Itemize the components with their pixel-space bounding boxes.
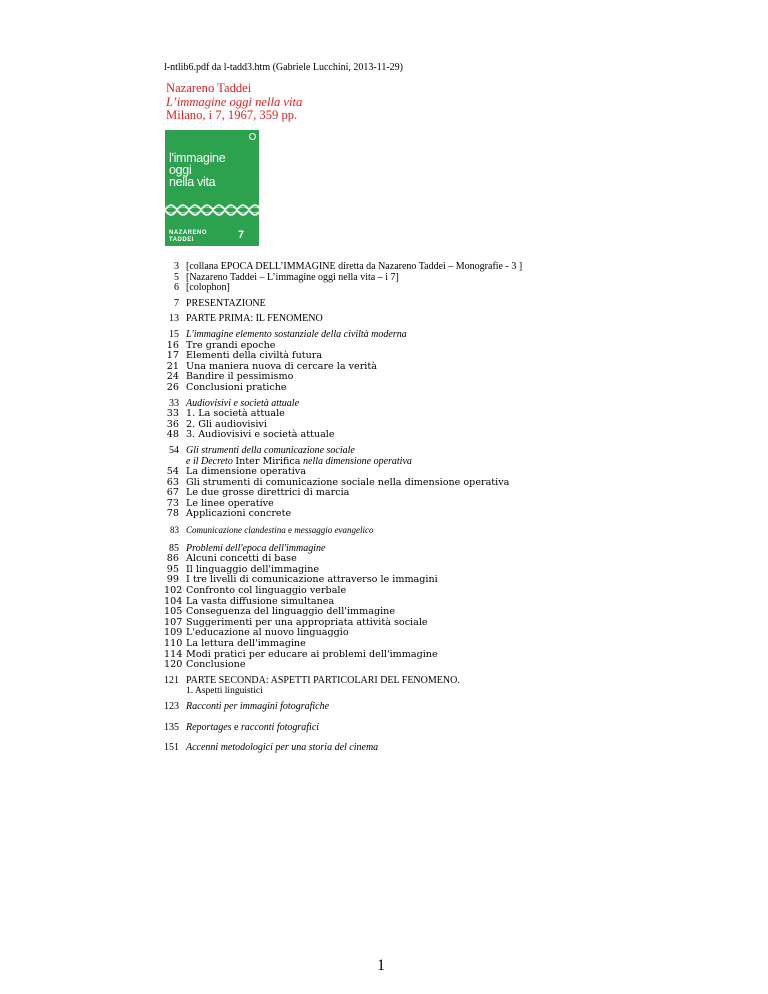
toc-row: 67 Le due grosse direttrici di marcia <box>166 487 350 499</box>
toc-section-5 <box>164 544 522 671</box>
toc-section-heading: 15 L'immagine elemento sostanziale della civiltà moderna <box>169 328 407 340</box>
toc-section-2 <box>164 399 522 441</box>
toc-row: 3 [collana EPOCA DELL’IMMAGINE diretta da Nazareno Taddei – Monografie - 3 ] <box>174 261 523 272</box>
toc-row-cont: 1. Aspetti linguistici <box>186 686 263 697</box>
toc-front-matter <box>164 262 522 294</box>
page-number: 1 <box>377 957 385 974</box>
toc-section-1 <box>164 330 522 394</box>
toc-row: 109 L'educazione al nuovo linguaggio <box>164 627 349 639</box>
toc-row: 102 Confronto col linguaggio verbale <box>164 585 347 597</box>
toc-row: 48 3. Audiovisivi e società attuale <box>166 429 335 441</box>
book-pubinfo: Milano, i 7, 1967, 359 pp. <box>166 108 298 122</box>
toc-row: 26 Conclusioni pratiche <box>166 381 287 393</box>
toc-parte-seconda <box>164 676 522 697</box>
book-author: Nazareno Taddei <box>166 81 252 95</box>
toc-row: 105 Conseguenza del linguaggio dell'immagine <box>164 606 396 618</box>
toc-section-heading: 83 Comunicazione clandestina e messaggio evangelico <box>170 525 374 536</box>
toc-row: 63 Gli strumenti di comunicazione sociale nella dimensione operativa <box>166 476 510 488</box>
book-cover-image <box>165 130 259 246</box>
cover-author: NAZARENO TADDEI <box>169 230 207 243</box>
toc-row: 107 Suggerimenti per una appropriata attività sociale <box>164 616 428 628</box>
toc-row: 99 I tre livelli di comunicazione attraverso le immagini <box>166 574 438 586</box>
toc-row: 7 PRESENTAZIONE <box>174 297 266 309</box>
toc-presentazione <box>164 299 522 310</box>
toc-section-heading: 135 Reportages e racconti fotografici <box>164 721 320 733</box>
book-title: L’immagine oggi nella vita <box>166 94 303 109</box>
toc-row: 114 Modi pratici per educare ai problemi dell'immagine <box>164 648 438 660</box>
toc-section-heading: 85 Problemi dell'epoca dell'immagine <box>169 542 326 554</box>
toc-row: 36 2. Gli audiovisivi <box>166 418 267 430</box>
table-of-contents <box>164 262 522 759</box>
cover-series-number: 7 <box>238 229 245 241</box>
toc-parte-prima <box>164 314 522 325</box>
cover-title-line1: l'immagine <box>169 151 226 165</box>
toc-section-heading: 33 Audiovisivi e società attuale <box>169 397 300 409</box>
toc-row: 95 Il linguaggio dell'immagine <box>166 563 320 575</box>
toc-row: 6 [colophon] <box>174 282 230 294</box>
toc-row: 5 [Nazareno Taddei – L’immagine oggi nella vita – i 7] <box>174 271 399 283</box>
toc-row: 54 La dimensione operativa <box>166 466 306 478</box>
toc-row: 21 Una maniera nuova di cercare la verità <box>166 360 377 372</box>
toc-section-7 <box>164 723 522 734</box>
toc-row: 121 PARTE SECONDA: ASPETTI PARTICOLARI DEL FENOMENO. <box>164 674 460 686</box>
publisher-mark-icon <box>249 133 256 140</box>
toc-section-6 <box>164 702 522 713</box>
toc-row: 120 Conclusione <box>164 659 246 671</box>
toc-row: 86 Alcuni concetti di base <box>166 553 297 565</box>
toc-section-8 <box>164 743 522 754</box>
toc-section-4 <box>164 525 522 536</box>
toc-row: 17 Elementi della civiltà futura <box>166 350 323 362</box>
cover-title-line3: nella vita <box>169 175 216 189</box>
book-title-block <box>166 82 302 123</box>
toc-row: 16 Tre grandi epoche <box>166 339 276 351</box>
toc-section-heading: 123 Racconti per immagini fotografiche <box>164 700 330 712</box>
toc-row: 78 Applicazioni concrete <box>166 508 292 520</box>
toc-row: 104 La vasta diffusione simultanea <box>164 595 335 607</box>
toc-row: 33 1. La società attuale <box>166 408 285 420</box>
toc-row: 24 Bandire il pessimismo <box>166 371 294 383</box>
toc-section-heading-cont: e il Decreto Inter Mirifica nella dimensione operativa <box>186 455 412 467</box>
document-header: l-ntlib6.pdf da l-tadd3.htm (Gabriele Lucchini, 2013-11-29) <box>164 62 404 73</box>
toc-row: 13 PARTE PRIMA: IL FENOMENO <box>169 313 323 325</box>
toc-section-heading: 54 Gli strumenti della comunicazione sociale <box>169 444 355 456</box>
toc-row: 73 Le linee operative <box>166 497 274 509</box>
toc-row: 110 La lettura dell'immagine <box>164 638 306 649</box>
toc-section-3 <box>164 446 522 520</box>
wave-pattern-icon <box>165 200 259 220</box>
cover-title-line2: oggi <box>169 163 192 177</box>
toc-section-heading: 151 Accenni metodologici per una storia del cinema <box>164 742 379 754</box>
